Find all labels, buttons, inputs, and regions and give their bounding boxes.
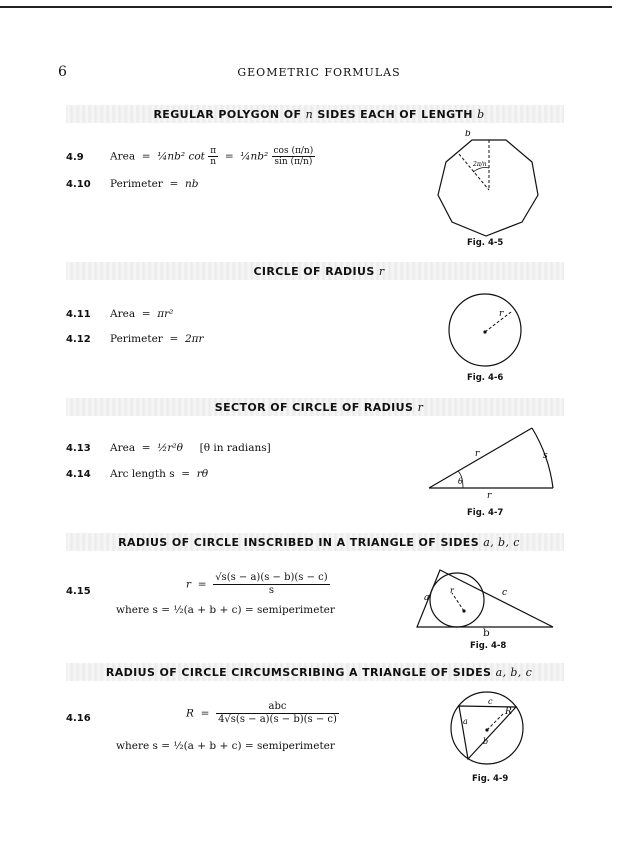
formula-sector-area: Area = ½r²θ [θ in radians] [110,442,271,454]
figure-regular-polygon [425,130,545,240]
figure-inscribed-circle [410,555,560,635]
polygon-shape [438,140,538,236]
formula-number: 4.14 [66,469,91,480]
section-title-circle: CIRCLE OF RADIUS r [253,265,385,278]
figure-caption: Fig. 4-9 [472,774,509,784]
formula-polygon-perimeter: Perimeter = nb [110,178,199,190]
formula-sector-arc: Arc length s = rθ [110,468,209,480]
section-title-circumscribed: RADIUS OF CIRCLE CIRCUMSCRIBING A TRIANGLE OF SIDES a, b, c [105,666,533,679]
figure-label: r [450,586,454,595]
formula-circumscribed-radius: R = $\frac{\text{abc}}{4√s(s - a)(s - b)(s - c)}$ [186,701,337,725]
page-header: GEOMETRIC FORMULAS [237,66,401,79]
formula-circle-area: Area = πr² [110,308,174,320]
figure-circle [445,290,525,370]
figure-circumscribed-circle [447,688,527,768]
figure-label: c [502,588,508,598]
formula-number: 4.9 [66,152,84,163]
top-rule [0,6,612,8]
figure-label: c [488,697,493,706]
figure-sector [425,422,560,502]
figure-label: r [487,491,492,501]
section-title-polygon: REGULAR POLYGON OF n SIDES EACH OF LENGTH b [153,108,485,121]
section-title-inscribed: RADIUS OF CIRCLE INSCRIBED IN A TRIANGLE OF SIDES a, b, c [118,536,520,549]
formula-inscribed-radius: r = $\frac{√s(s - a)(s - b)(s - c)}{s}$ [186,572,328,596]
section-title-sector: SECTOR OF CIRCLE OF RADIUS r [214,401,424,414]
figure-label: r [499,309,504,319]
figure-label: b [483,737,489,746]
figure-label: R [505,707,512,717]
formula-number: 4.13 [66,443,91,454]
figure-caption: Fig. 4-6 [467,373,504,383]
formula-circumscribed-where: where s = ½(a + b + c) = semiperimeter [116,740,335,752]
figure-label: a [424,593,430,603]
formula-circle-perimeter: Perimeter = 2πr [110,333,204,345]
figure-caption: Fig. 4-5 [467,238,504,248]
figure-label: 2π/n [473,161,487,168]
formula-number: 4.16 [66,713,91,724]
figure-label: b [465,130,471,139]
figure-caption: Fig. 4-7 [467,508,504,518]
formula-inscribed-where: where s = ½(a + b + c) = semiperimeter [116,604,335,616]
figure-label: θ [458,477,463,486]
formula-polygon-area: Area = ¼nb² cot $\frac{\pi}{n}$ = ¼nb² $\frac{\cos (\pi/n)}{\sin (\pi/n)}$ [110,146,314,167]
page-number: 6 [58,64,67,80]
figure-caption: Fig. 4-8 [470,641,507,651]
formula-number: 4.12 [66,334,91,345]
figure-label: a [463,717,468,726]
figure-label: s [543,451,548,461]
figure-label: b [483,627,490,639]
formula-number: 4.11 [66,309,91,320]
formula-number: 4.10 [66,179,91,190]
figure-label: r [475,449,480,459]
formula-number: 4.15 [66,586,91,597]
